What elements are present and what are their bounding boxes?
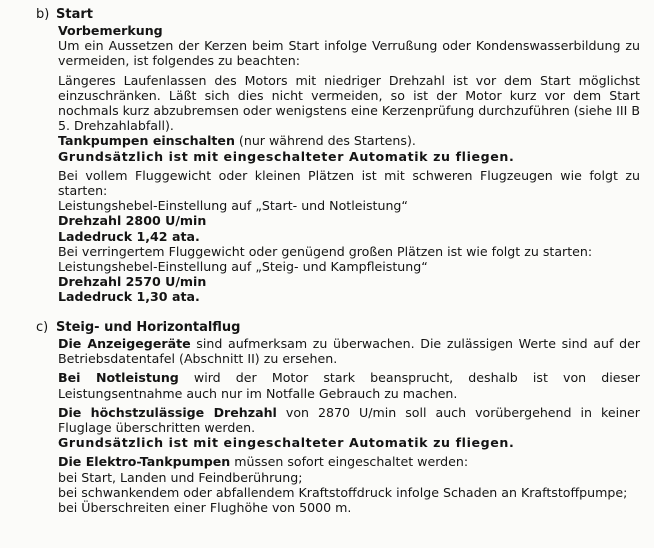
section-c-list-item-3: bei Überschreiten einer Flughöhe von 5000 m. bbox=[58, 500, 352, 516]
section-c-heading bbox=[36, 320, 241, 335]
section-b-lever-setting-1: Leistungshebel-Einstellung auf „Start- und Notleistung“ bbox=[58, 198, 408, 214]
section-c-body bbox=[58, 336, 640, 515]
tank-pumps-bold: Tankpumpen einschalten bbox=[58, 133, 235, 149]
section-c-letter: c) bbox=[36, 320, 49, 335]
instruments-rest: sind aufmerksam zu überwachen. Die zulässigen Werte sind auf der Betriebsdatentafel (Abschnitt II) zu ersehen. bbox=[58, 336, 641, 367]
section-c-automatik: Grundsätzlich ist mit eingeschalteter Automatik zu fliegen. bbox=[58, 435, 515, 451]
section-c-paragraph-2 bbox=[58, 370, 640, 400]
section-b-automatik: Grundsätzlich ist mit eingeschalteter Automatik zu fliegen. bbox=[58, 148, 515, 164]
emergency-power-rest: wird der Motor stark beansprucht, deshalb ist von dieser Leistungsentnahme auch nur im Notfalle Gebrauch zu machen. bbox=[58, 370, 640, 401]
section-c-list-item-2: bei schwankendem oder abfallendem Kraftstoffdruck infolge Schaden an Kraftstoffpumpe; bbox=[58, 484, 628, 500]
max-rpm-bold: Die höchstzulässige Drehzahl bbox=[58, 404, 277, 420]
electric-pumps-bold: Die Elektro-Tankpumpen bbox=[58, 454, 231, 470]
section-b-paragraph-1: Um ein Aussetzen der Kerzen beim Start infolge Verrußung oder Kondenswasserbildung zu vermeiden, ist folgendes zu beachten: bbox=[58, 38, 640, 69]
section-b-tank-pumps bbox=[58, 133, 640, 148]
section-b-rpm-2: Drehzahl 2570 U/min bbox=[58, 274, 207, 290]
electric-pumps-rest: müssen sofort eingeschaltet werden: bbox=[230, 454, 469, 470]
section-b-lever-setting-2: Leistungshebel-Einstellung auf „Steig- und Kampfleistung“ bbox=[58, 259, 428, 275]
section-c-title: Steig- und Horizontalflug bbox=[56, 320, 241, 335]
section-b-boost-2: Ladedruck 1,30 ata. bbox=[58, 289, 200, 305]
section-b-letter: b) bbox=[36, 7, 50, 22]
section-b-rpm-1: Drehzahl 2800 U/min bbox=[58, 213, 207, 229]
section-c-paragraph-3 bbox=[58, 405, 640, 435]
section-b-body bbox=[58, 23, 640, 305]
section-c-paragraph-4 bbox=[58, 454, 640, 469]
tank-pumps-rest: (nur während des Startens). bbox=[234, 133, 416, 149]
max-rpm-rest: von 2870 U/min soll auch vorübergehend in keiner Fluglage überschritten werden. bbox=[58, 404, 640, 436]
section-b-subtitle: Vorbemerkung bbox=[58, 23, 163, 38]
section-b-heading bbox=[36, 7, 93, 22]
section-b-title: Start bbox=[56, 7, 93, 22]
section-b-boost-1: Ladedruck 1,42 ata. bbox=[58, 228, 200, 244]
instruments-bold: Die Anzeigegeräte bbox=[58, 336, 191, 351]
section-b-paragraph-3: Bei vollem Fluggewicht oder kleinen Plätzen ist mit schweren Flugzeugen wie folgt zu starten: bbox=[58, 167, 640, 199]
section-c-paragraph-1 bbox=[58, 336, 640, 366]
emergency-power-bold: Bei Notleistung bbox=[58, 370, 179, 386]
section-c-list-item-1: bei Start, Landen und Feindberührung; bbox=[58, 469, 303, 485]
section-b-paragraph-4: Bei verringertem Fluggewicht oder genügend großen Plätzen ist wie folgt zu starten: bbox=[58, 243, 593, 259]
section-b-paragraph-2: Längeres Laufenlassen des Motors mit niedriger Drehzahl ist vor dem Start möglichst einzuschränken. Läßt sich dies nicht vermeiden, so ist der Motor kurz vor dem Start nochmals kurz abzubremsen oder wenigstens eine Kerzenprüfung durchzuführen (siehe III B 5. Drehzahlabfall). bbox=[58, 72, 640, 134]
